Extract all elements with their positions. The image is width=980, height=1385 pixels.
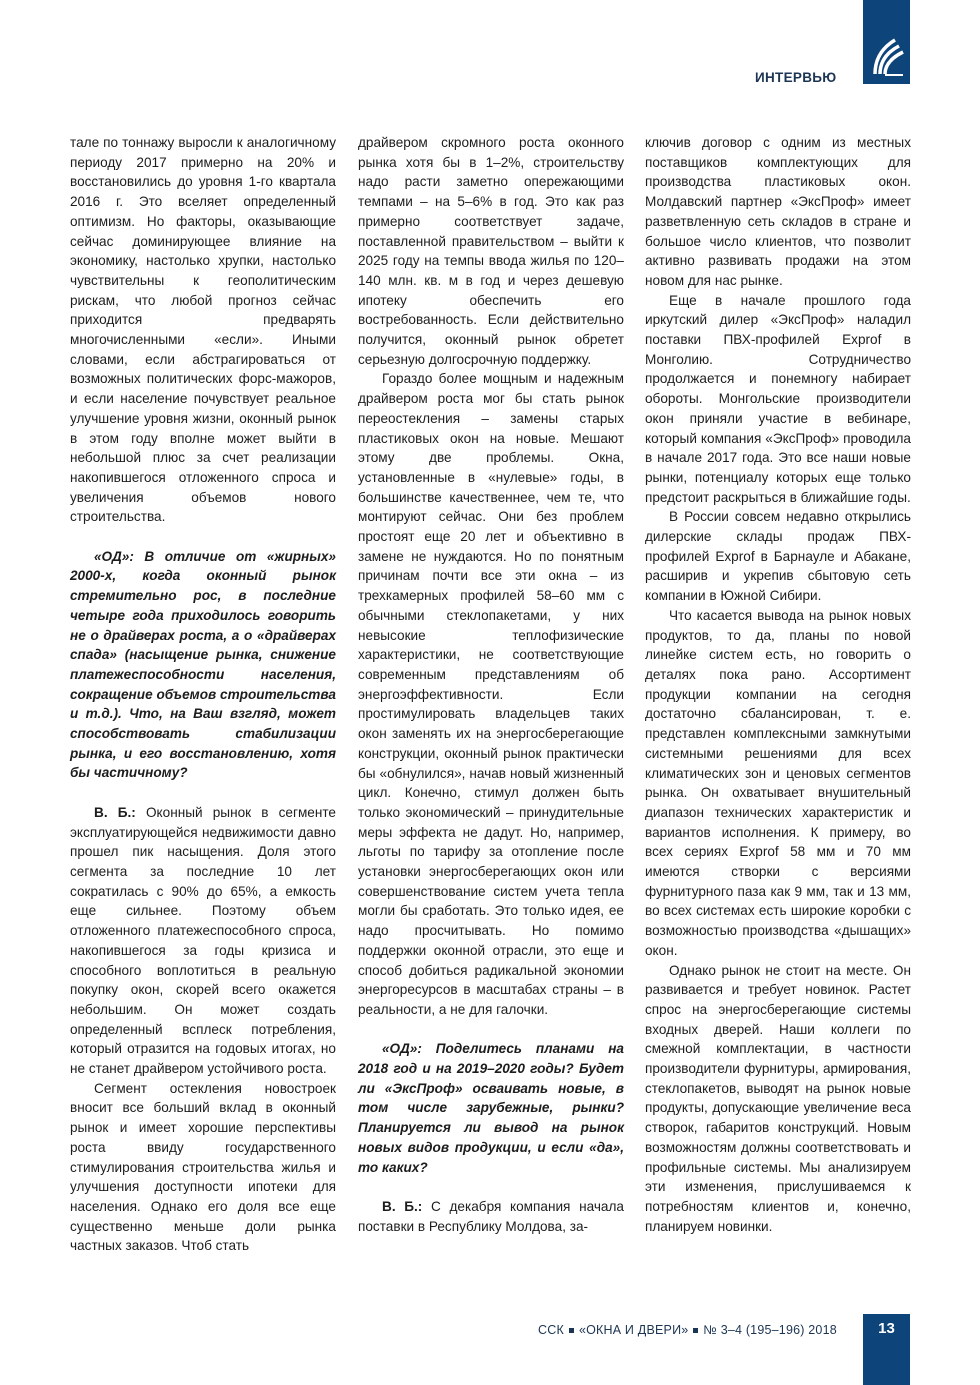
page-number-box — [863, 1314, 910, 1385]
paragraph-text: В России совсем недавно открылись дилерские склады продаж ПВХ-профилей Exprof в Барнауле и Абакане, расширив и укрепив сбытовую сеть компании в Южной Сибири. — [645, 509, 911, 604]
page-number: 13 — [878, 1320, 895, 1337]
magazine-logo-icon — [869, 34, 905, 78]
paragraph-text: Что касается вывода на рынок новых продуктов, то да, планы по новой линейке систем есть, но говорить о деталях пока рано. Ассортимент продукции компании на сегодня достаточно сбалансирован, т. е. представлен комплексными замкнутыми системными решениями для всех климатических зон и ценовых сегментов рынка. Он охватывает внушительный диапазон технических характеристик и вариантов исполнения. К примеру, во всех сериях Exprof 58 мм и 70 мм имеются створки с версиями фурнитурного паза как 9 мм, так и 13 мм, во всех системах есть широкие коробки с возможностью производства «дышащих» окон. — [645, 607, 911, 958]
section-label: ИНТЕРВЬЮ — [755, 70, 837, 85]
article-paragraph — [645, 961, 911, 1237]
article-paragraph — [645, 606, 911, 961]
article-paragraph — [358, 369, 624, 1019]
footer-publisher: ССК — [538, 1323, 564, 1337]
article-column-3 — [645, 133, 911, 1236]
article-paragraph — [70, 1079, 336, 1256]
separator-square-icon — [569, 1328, 574, 1333]
paragraph-text: Еще в начале прошлого года иркутский дилер «ЭксПроф» наладил поставки ПВХ-профилей Exprof в Монголию. Сотрудничество продолжается и понемногу набирает обороты. Монгольские производители окон приняли участие в вебинаре, который компания «ЭксПроф» проводила в начале 2017 года. Это все наши новые рынки, потенциалу которых еще только предстоит раскрыться в ближайшие годы. — [645, 292, 911, 505]
paragraph-text: Оконный рынок в сегменте эксплуатирующейся недвижимости давно прошел пик насыщения. Доля этого сегмента за последние 10 лет сократилась с 90% до 65%, а емкость еще сильнее. Поэтому объем отложенного платежеспособного спроса, накопившегося за годы кризиса и способного воплотиться в реальную покупку окон, скорей всего окажется небольшим. Он может создать определенный всплеск потребления, который отразится на годовых итогах, но не станет драйвером устойчивого роста. — [70, 804, 336, 1077]
footer-magazine: «ОКНА И ДВЕРИ» — [578, 1323, 689, 1337]
article-paragraph — [645, 291, 911, 508]
article-paragraph — [645, 133, 911, 291]
interview-answer — [358, 1197, 624, 1236]
footer-issue-info — [538, 1323, 837, 1337]
paragraph-text: драйвером скромного роста оконного рынка хотя бы в 1–2%, строительству надо расти заметно опережающими темпами – на 5–6% в год. Это как раз примерно соответствует задаче, поставленной правительством – выйти к 2025 году на темпы ввода жилья по 120–140 млн. кв. м в год и через дешевую ипотеку обеспечить его востребованность. Если действительно получится, оконный рынок обретет серьезную долгосрочную поддержку. — [358, 135, 624, 367]
separator-square-icon — [693, 1328, 698, 1333]
interview-question — [358, 1039, 624, 1177]
speaker-label: В. Б.: — [94, 804, 136, 820]
article-paragraph — [70, 133, 336, 527]
interview-answer — [70, 803, 336, 1079]
interview-question — [70, 547, 336, 783]
footer-issue: № 3–4 (195–196) 2018 — [703, 1323, 837, 1337]
paragraph-text: ключив договор с одним из местных поставщиков комплектующих для производства пластиковых окон. Молдавский партнер «ЭксПроф» имеет разветвленную сеть складов в стране и большое число клиентов, что позволит активно развивать продажи на этом новом для нас рынке. — [645, 135, 911, 288]
article-column-2 — [358, 133, 624, 1236]
article-column-1 — [70, 133, 336, 1256]
speaker-label: В. Б.: — [382, 1198, 423, 1214]
paragraph-text: С декабря компания начала поставки в Республику Молдова, за- — [358, 1198, 624, 1234]
article-paragraph — [358, 133, 624, 369]
paragraph-text: Однако рынок не стоит на месте. Он развивается и требует новинок. Растет спрос на энергосберегающие системы входных дверей. Наши коллеги по смежной комплектации, в частности производители фурнитуры, армирования, стеклопакетов, выводят на рынок новые продукты, допускающие увеличение веса створок, габаритов конструкций. Новым возможностям должны соответствовать и профильные системы. Мы анализируем эти изменения, прислушиваемся к потребностям клиентов и, конечно, планируем новинки. — [645, 962, 911, 1234]
article-paragraph — [645, 507, 911, 606]
paragraph-text: «ОД»: В отличие от «жирных» 2000-х, когда оконный рынок стремительно рос, в последние четыре года приходилось говорить не о драйверах роста, а о «драйверах спада» (насыщение рынка, снижение платежеспособности населения, сокращение объемов строительства и т.д.). Что, на Ваш взгляд, может способствовать стабилизации рынка, и его восстановлению, хотя бы частичному? — [70, 548, 336, 781]
paragraph-text: тале по тоннажу выросли к аналогичному периоду 2017 примерно на 20% и восстановились до уровня 1-го квартала 2016 г. Это вселяет определенный оптимизм. Но факторы, оказывающие сейчас доминирующее влияние на экономику, настолько хрупки, настолько чувствительны к геополитическим рискам, что любой прогноз сейчас приходится предварять многочисленными «если». Иными словами, если абстрагироваться от возможных политических форс-мажоров, и если население почувствует реальное улучшение уровня жизни, оконный рынок в этом году вполне может выйти в небольшой плюс за счет реализации накопившегося отложенного спроса и увеличения объемов нового строительства. — [70, 135, 336, 525]
paragraph-text: Сегмент остекления новостроек вносит все больший вклад в оконный рынок и имеет хорошие перспективы роста ввиду государственного стимулирования строительства жилья и улучшения доступности ипотеки для населения. Однако его доля все еще существенно меньше доли рынка частных заказов. Чтоб стать — [70, 1080, 336, 1254]
paragraph-text: Гораздо более мощным и надежным драйвером роста мог бы стать рынок переостекления – замены старых пластиковых окон на новые. Мешают этому две проблемы. Окна, установленные в «нулевые» годы, в большинстве качественнее, чем те, что монтируют сейчас. Они без проблем простоят еще 20 лет и объективно в замене не нуждаются. Но по понятным причинам почти все эти окна – из трехкамерных профилей 58–60 мм с обычными стеклопакетами, у них невысокие теплофизические характеристики, не соответствующие современным представлениям об энергоэффективности. Если простимулировать владельцев таких окон заменять их на энергосберегающие конструкции, оконный рынок практически бы «обнулился», начав новый жизненный цикл. Конечно, стимул должен быть только экономический – принудительные меры эффекта не дадут. Но, например, льготы по тарифу за отопление после установки энергосберегающих окон или совершенствование систем учета тепла могли бы сработать. Это только идея, ее надо просчитывать. Но помимо поддержки оконной отрасли, это еще и способ добиться радикальной экономии энергоресурсов в масштабах страны – в реальности, а не для галочки. — [358, 371, 624, 1017]
magazine-logo — [863, 0, 910, 84]
paragraph-text: «ОД»: Поделитесь планами на 2018 год и на 2019–2020 годы? Будет ли «ЭксПроф» осваивать новые, в том числе зарубежные, рынки? Планируется ли вывод на рынок новых видов продукции, и если «да», то каких? — [358, 1041, 624, 1175]
